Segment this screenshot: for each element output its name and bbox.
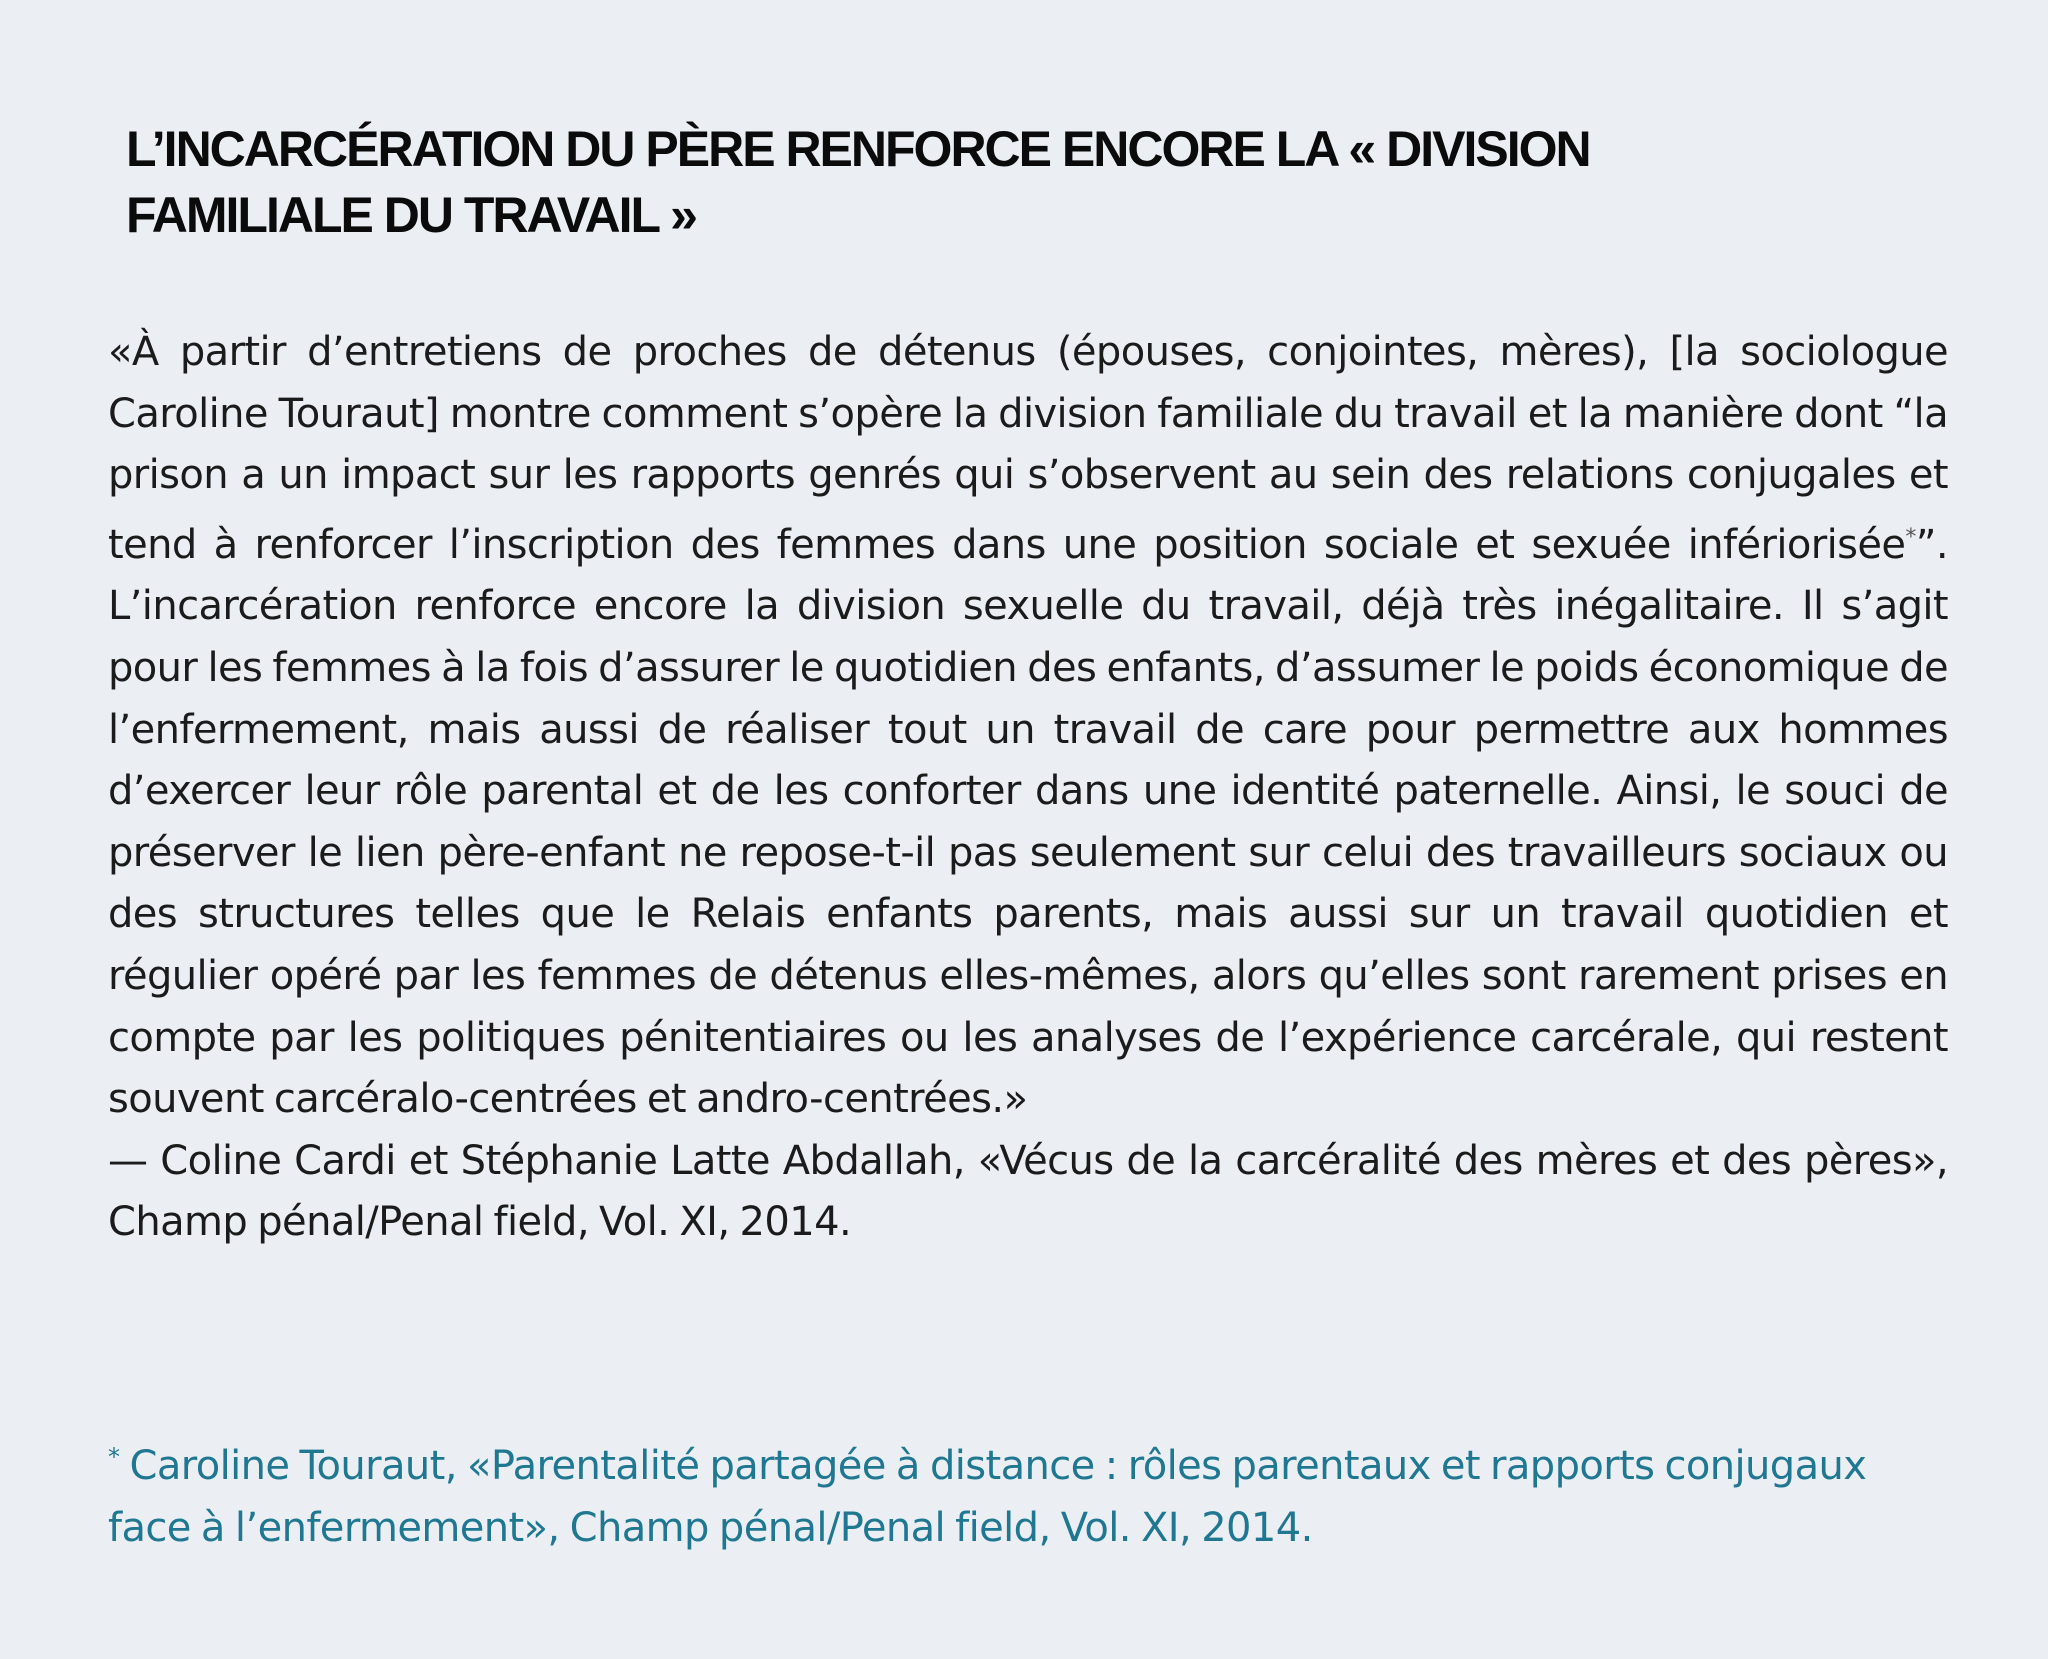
quote-text-before: «À partir d’entretiens de proches de détenus (épouses, conjointes, mères), [la sociologue Caroline Touraut] montre comment s’opère la division familiale du travail et la manière dont “la prison a un impact sur les rapports genrés qui s’observent au sein des relations conjugales et tend à renforcer l’inscription des femmes dans une position sociale et sexuée infériorisée	[108, 329, 1948, 568]
footnote-text: Caroline Touraut, «Parentalité partagée à distance : rôles parentaux et rapports conjugaux face à l’enfermement», Champ pénal/Penal field, Vol. XI, 2014.	[108, 1443, 1867, 1551]
quote-block	[108, 322, 1948, 1254]
quote-text-after: ”. L’incarcération renforce encore la division sexuelle du travail, déjà très inégalitaire. Il s’agit pour les femmes à la fois d’assurer le quotidien des enfants, d’assumer le poids économique de l’enfermement, mais aussi de réaliser tout un travail de care pour permettre aux hommes d’exercer leur rôle parental et de les conforter dans une identité paternelle. Ainsi, le souci de préserver le lien père-enfant ne repose-t-il pas seulement sur celui des travailleurs sociaux ou des structures telles que le Relais enfants parents, mais aussi sur un travail quotidien et régulier opéré par les femmes de détenus elles-mêmes, alors qu’elles sont rarement prises en compte par les politiques pénitentiaires ou les analyses de l’expérience carcérale, qui restent souvent carcéralo-centrées et andro-centrées.»	[108, 521, 1948, 1123]
footnote	[108, 1426, 1948, 1559]
page-title: L’INCARCÉRATION DU PÈRE RENFORCE ENCORE LA « DIVISION FAMILIALE DU TRAVAIL »	[126, 121, 1590, 243]
quote-text	[108, 322, 1948, 1131]
footnote-marker: *	[1905, 524, 1916, 550]
quote-citation: — Coline Cardi et Stéphanie Latte Abdallah, «Vécus de la carcéralité des mères et des pères», Champ pénal/Penal field, Vol. XI, 2014.	[108, 1137, 1948, 1246]
footnote-star: *	[108, 1443, 120, 1471]
